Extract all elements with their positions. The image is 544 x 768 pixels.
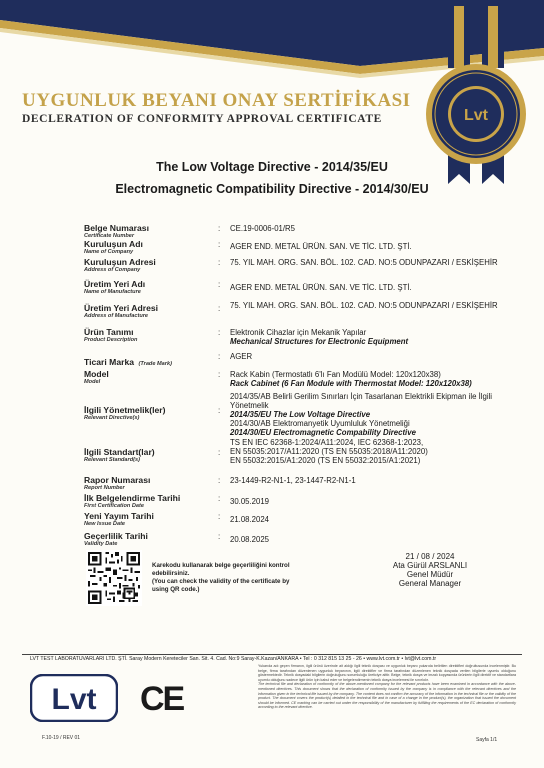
colon: : — [218, 352, 221, 361]
first-cert-value: 30.05.2019 — [230, 497, 270, 506]
label: İlgili Standart(lar) — [84, 447, 155, 457]
title-english: DECLERATION OF CONFORMITY APPROVAL CERTIFICATE — [22, 113, 382, 125]
label-en: Report Number — [84, 485, 125, 491]
colon: : — [218, 448, 221, 457]
legal-notice-tr: Yukarıda adı geçen firmanın, ilgili ürünü üzerinde ait aldığı ilgili teknik dosyası ve uygunluk beyanı yukarıda belirtilen direktifleri doğrultusunda incelenmiştir. Bu belge, firma tarafından düzenlenen uygunluk beyanının, ilgili direktifler ve firma tarafından düzenlenen teknik dosyada verilen bilgilerle uyumlu olduğunu göstermektedir. Teknik dosyadaki bilgilerin doğruluğunu sorumluluğu üreticiye aittir. Belge, teknik dosya ve imzalı kopyasında ürünlerin ilgili direktif ve standartlara uyumlu olduğunu sadece ilgili ürün için kabul eder ve belgelendirmenin teknik dosya incelemesi ile sınırlıdır. — [258, 664, 516, 682]
product-value — [230, 328, 510, 346]
standard-line: EN 55032:2015/A1:2020 (TS EN 55032:2015/A1:2021) — [230, 456, 421, 465]
label: Kuruluşun Adresi — [84, 257, 156, 267]
company-name-value: AGER END. METAL ÜRÜN. SAN. VE TİC. LTD. ŞTİ. — [230, 242, 412, 251]
colon: : — [218, 532, 221, 541]
footer-divider — [22, 654, 522, 655]
label-en: Model — [84, 379, 101, 385]
colon: : — [218, 494, 221, 503]
label: İlk Belgelendirme Tarihi — [84, 493, 181, 503]
label: Belge Numarası — [84, 223, 149, 233]
qr-text-tr: Karekodu kullanarak belge geçerliliğini kontrol edebilirsiniz. — [152, 562, 290, 577]
qr-text-en: (You can check the validity of the certificate by using QR code.) — [152, 578, 290, 593]
directive-line: 2014/30/AB Elektromanyetik Uyumluluk Yönetmeliği — [230, 419, 410, 428]
colon: : — [218, 476, 221, 485]
signature-date: 21 / 08 / 2024 — [405, 552, 455, 561]
label-en: Address of Manufacture — [84, 313, 149, 319]
colon: : — [218, 240, 221, 249]
signatory-name: Ata Gürül ARSLANLI — [392, 561, 468, 570]
label: İlgili Yönetmelik(ler) — [84, 405, 166, 415]
colon: : — [218, 370, 221, 379]
manufacture-address-value: 75. YIL MAH. ORG. SAN. BÖL. 102. CAD. NO:5 ODUNPAZARI / ESKİŞEHİR — [230, 301, 498, 310]
label: Ürün Tanımı — [84, 327, 134, 337]
label-en: Relevant Directive(s) — [84, 415, 140, 421]
qr-instructions — [152, 562, 292, 594]
validity-value: 20.08.2025 — [230, 535, 270, 544]
colon: : — [218, 304, 221, 313]
product-value-tr: Elektronik Cihazlar için Mekanik Yapılar — [230, 328, 367, 337]
manufacture-name-value: AGER END. METAL ÜRÜN. SAN. VE TİC. LTD. ŞTİ. — [230, 283, 412, 292]
label: Ticari Marka — [84, 357, 135, 367]
ce-mark: CE — [140, 680, 184, 718]
standard-line: EN 55035:2017/A11:2020 (TS EN 55035:2018/A11:2020) — [230, 447, 428, 456]
standard-line: TS EN IEC 62368-1:2024/A11:2024, IEC 62368-1:2023, — [230, 438, 424, 447]
legal-notice — [258, 664, 516, 710]
label: Üretim Yeri Adresi — [84, 303, 159, 313]
directive-line: 2014/35/AB Belirli Gerilim Sınırları İçin Tasarlanan Elektrikli Ekipman ile İlgili Yönetmelik — [230, 392, 493, 410]
label: Kuruluşun Adı — [84, 239, 143, 249]
page-number: Sayfa 1/1 — [476, 737, 498, 743]
standards-value — [230, 438, 510, 465]
footer-address: LVT TEST LABORATUVARLARI LTD. ŞTİ. Saray Modern Kereteciler San. Sit. 4. Cad. No:9 Saray-K.Kazan/ANKARA • Tel : 0 312 815 13 25 - 26 • www.lvt.com.tr • lvt@lvt.com.tr — [30, 656, 437, 662]
title-turkish: UYGUNLUK BEYANI ONAY SERTİFİKASI — [22, 90, 411, 111]
directive-line: 2014/35/EU The Low Voltage Directive — [230, 410, 371, 419]
label: Üretim Yeri Adı — [84, 279, 146, 289]
model-value-en: Rack Cabinet (6 Fan Module with Thermostat Model: 120x120x38) — [230, 379, 472, 388]
label-en: Relevant Standard(s) — [84, 457, 140, 463]
label-en: New Issue Date — [84, 521, 126, 527]
label-en: Validity Date — [84, 541, 118, 547]
directive-lvd: The Low Voltage Directive - 2014/35/EU — [156, 160, 388, 174]
qr-code[interactable] — [86, 550, 142, 606]
product-value-en: Mechanical Structures for Electronic Equipment — [230, 337, 409, 346]
colon: : — [218, 224, 221, 233]
model-value — [230, 370, 510, 388]
report-value: 23-1449-R2-N1-1, 23-1447-R2-N1-1 — [230, 476, 356, 485]
document-code: F.10-19 / REV 01 — [42, 735, 81, 741]
label: Geçerlilik Tarihi — [84, 531, 148, 541]
legal-notice-en: The technical file and declaration of conformity of the above-mentioned company for the relevant products have been examined in accordance with the above-mentioned directives. This document shows that the declaration of conformity issued by the company is in compliance with the relevant directives and the information given in the technical file issued by the company. The content does not confirm the accuracy of the information in the technical file or the validity of the product. The document covers the product(s) detailed in the technical file and in case of a change in the product(s), the organization that issued the document should be informed. CE marking can be carried out under the responsibility of the manufacturer by fulfilling the requirements of the EC declaration of conformity according to the relevant directive. — [258, 682, 516, 710]
label-en: (Trade Mark) — [138, 361, 172, 367]
signatory-title-tr: Genel Müdür — [406, 570, 454, 579]
colon: : — [218, 328, 221, 337]
directive-emc: Electromagnetic Compatibility Directive - 2014/30/EU — [115, 182, 429, 196]
lvt-logo-text: Lvt — [51, 683, 97, 716]
colon: : — [218, 258, 221, 267]
label-en: Address of Company — [84, 267, 141, 273]
label: Yeni Yayım Tarihi — [84, 511, 154, 521]
label-en: Product Description — [84, 337, 138, 343]
label-en: Certificate Number — [84, 233, 135, 239]
model-value-tr: Rack Kabin (Termostatlı 6'lı Fan Modülü Model: 120x120x38) — [230, 370, 441, 379]
directive-line: 2014/30/EU Electromagnetic Compability Directive — [230, 428, 416, 437]
colon: : — [218, 280, 221, 289]
label: Rapor Numarası — [84, 475, 151, 485]
signatory-title-en: General Manager — [398, 579, 462, 588]
label-en: First Certification Date — [84, 503, 144, 509]
label-en: Name of Manufacture — [84, 289, 141, 295]
company-address-value: 75. YIL MAH. ORG. SAN. BÖL. 102. CAD. NO:5 ODUNPAZARI / ESKİŞEHİR — [230, 258, 498, 267]
signature-block — [350, 552, 510, 588]
trademark-value: AGER — [230, 352, 253, 361]
cert-number-value: CE.19-0006-01/R5 — [230, 224, 296, 233]
accreditation-badge — [418, 6, 534, 186]
svg-text:Lvt: Lvt — [464, 107, 488, 124]
directives-value — [230, 392, 510, 437]
label-en: Name of Company — [84, 249, 134, 255]
colon: : — [218, 512, 221, 521]
label: Model — [84, 369, 109, 379]
issue-value: 21.08.2024 — [230, 515, 270, 524]
lvt-logo — [30, 674, 118, 722]
colon: : — [218, 406, 221, 415]
